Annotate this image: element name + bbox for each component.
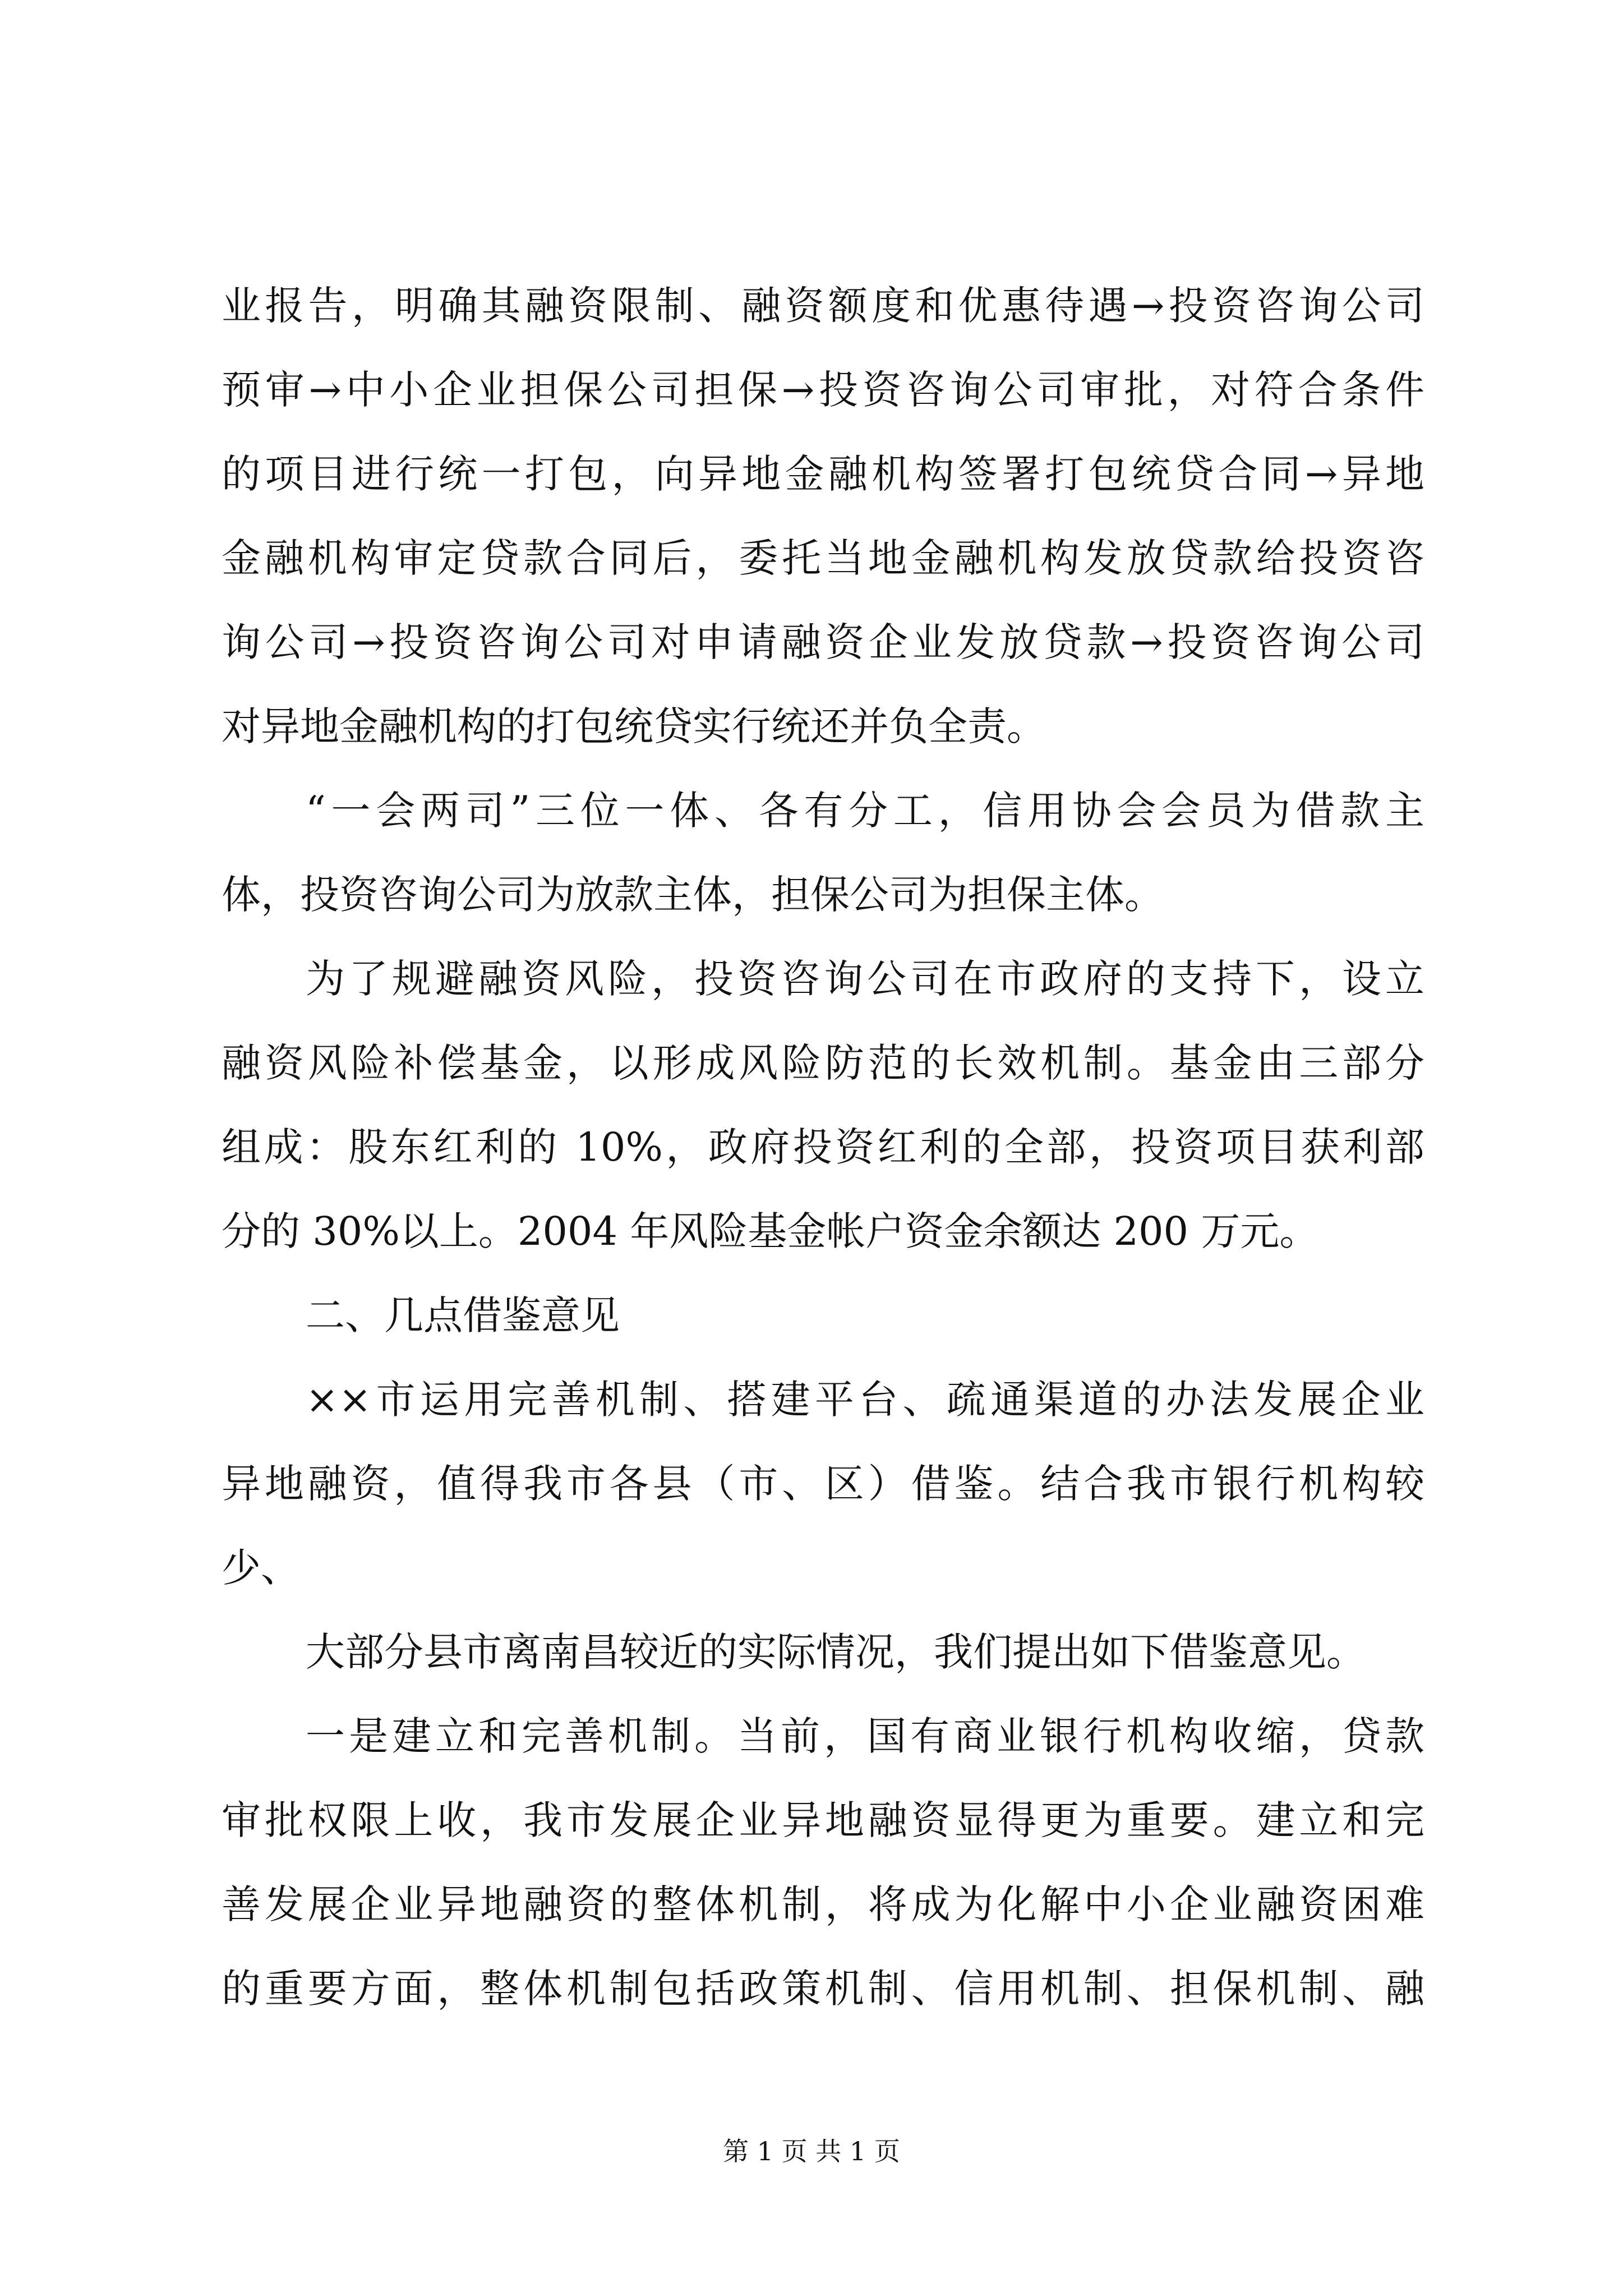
text-line: 善发展企业异地融资的整体机制，将成为化解中小企业融资困难 xyxy=(222,1881,1424,1927)
text-line: 少、 xyxy=(222,1545,300,1591)
text-line: 分的 30%以上。2004 年风险基金帐户资金余额达 200 万元。 xyxy=(222,1208,1319,1254)
text-line: 询公司→投资咨询公司对申请融资企业发放贷款→投资咨询公司 xyxy=(222,619,1424,665)
text-line: 的重要方面，整体机制包括政策机制、信用机制、担保机制、融 xyxy=(222,1966,1424,2012)
text-line: 融资风险补偿基金，以形成风险防范的长效机制。基金由三部分 xyxy=(222,1040,1424,1086)
text-line: 体，投资咨询公司为放款主体，担保公司为担保主体。 xyxy=(222,872,1164,918)
text-line: 大部分县市离南昌较近的实际情况，我们提出如下借鉴意见。 xyxy=(306,1629,1366,1675)
text-line: 业报告，明确其融资限制、融资额度和优惠待遇→投资咨询公司 xyxy=(222,283,1424,329)
text-line: 二、几点借鉴意见 xyxy=(306,1292,620,1338)
text-line: 组成：股东红利的 10%，政府投资红利的全部，投资项目获利部 xyxy=(222,1124,1424,1170)
text-line: ××市运用完善机制、搭建平台、疏通渠道的办法发展企业 xyxy=(306,1377,1424,1423)
text-line: 异地融资，值得我市各县（市、区）借鉴。结合我市银行机构较 xyxy=(222,1461,1424,1507)
text-line: 的项目进行统一打包，向异地金融机构签署打包统贷合同→异地 xyxy=(222,451,1424,497)
text-line: 一是建立和完善机制。当前，国有商业银行机构收缩，贷款 xyxy=(306,1713,1424,1759)
text-line: 预审→中小企业担保公司担保→投资咨询公司审批，对符合条件 xyxy=(222,367,1424,413)
text-line: 为了规避融资风险，投资咨询公司在市政府的支持下，设立 xyxy=(306,956,1424,1002)
page-footer: 第 1 页 共 1 页 xyxy=(723,2136,900,2166)
text-line: 对异地金融机构的打包统贷实行统还并负全责。 xyxy=(222,703,1046,749)
text-line: 审批权限上收，我市发展企业异地融资显得更为重要。建立和完 xyxy=(222,1797,1424,1843)
document-body xyxy=(222,264,1424,2031)
text-line: 金融机构审定贷款合同后，委托当地金融机构发放贷款给投资咨 xyxy=(222,535,1424,581)
text-line: “一会两司”三位一体、各有分工，信用协会会员为借款主 xyxy=(306,788,1424,834)
